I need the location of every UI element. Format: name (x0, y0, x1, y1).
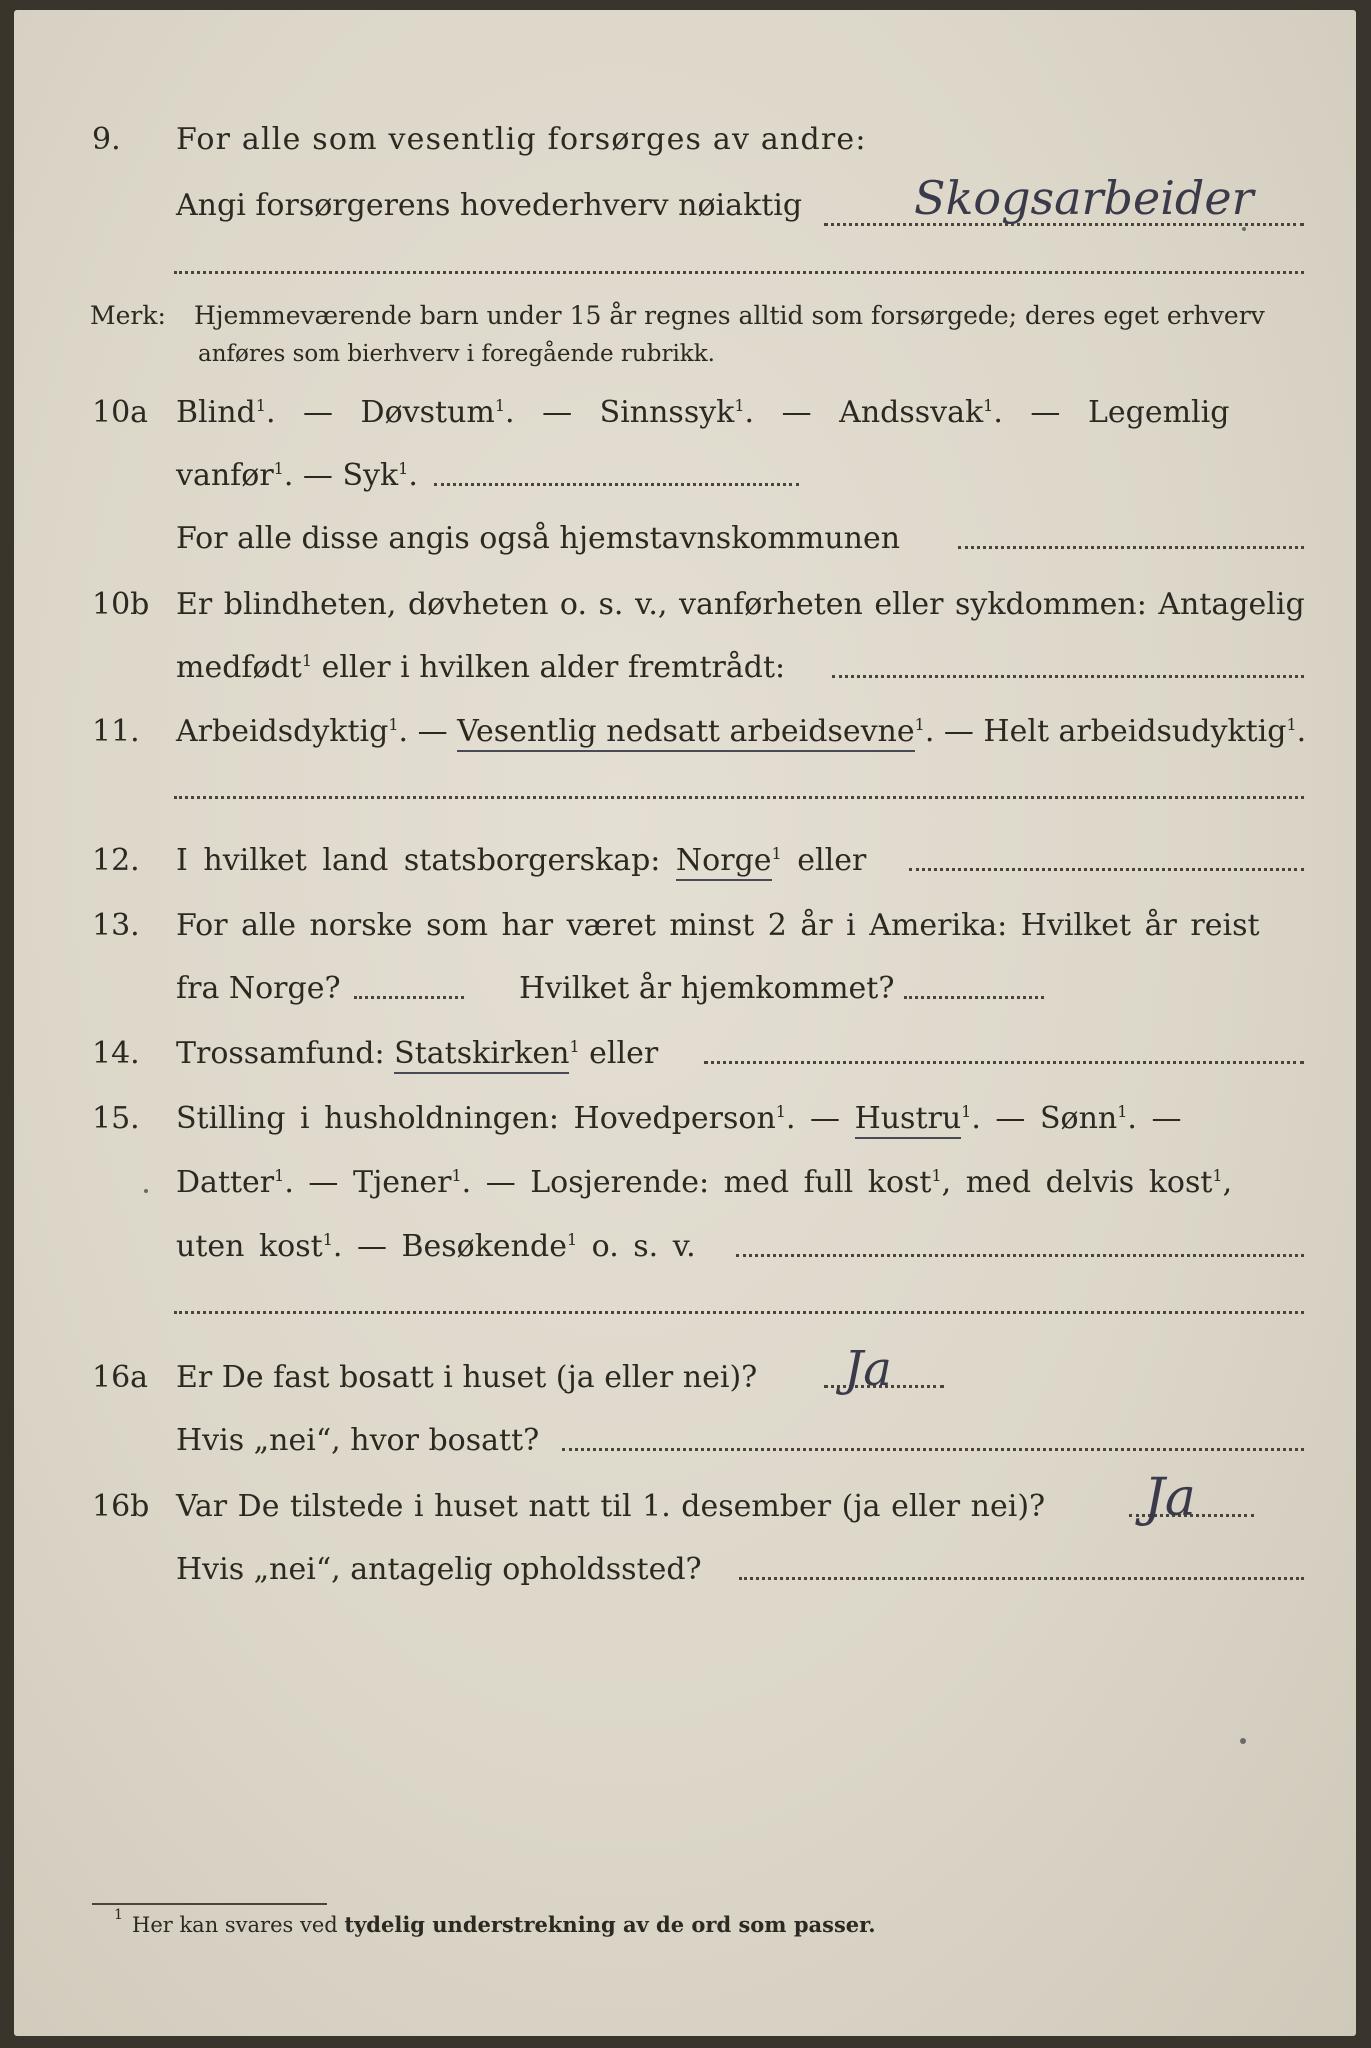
q14-number: 14. (92, 1036, 140, 1071)
q16a-handwritten-answer: Ja (844, 1341, 892, 1397)
q16b-line-1: Var De tilstede i huset natt til 1. desember (ja eller nei)? (176, 1489, 1046, 1524)
q10b-line-2: medfødt$^1$ eller i hvilken alder fremtrådt: (176, 650, 786, 685)
census-form-page (14, 10, 1356, 2036)
merk-line-2: anføres som bierhverv i foregående rubrikk. (198, 341, 715, 367)
footnote-rule (92, 1903, 327, 1905)
q10b-line-1: Er blindheten, døvheten o. s. v., vanførheten eller sykdommen: Antagelig (176, 587, 1305, 622)
q10a-row-2 (14, 453, 1356, 501)
q10b-number: 10b (92, 587, 150, 622)
q11-row (14, 709, 1356, 757)
q16a-line-2: Hvis „nei“, hvor bosatt? (176, 1423, 540, 1458)
q13-reist-line (354, 996, 464, 999)
q10a-number: 10a (92, 395, 149, 430)
pencil-mark (1242, 227, 1246, 231)
q15-row-3 (14, 1224, 1356, 1272)
q14-underlined-answer: Statskirken (394, 1036, 569, 1074)
q9-extra-line (174, 271, 1304, 274)
q9-row-1 (14, 117, 1356, 165)
q15-line-1: Stilling i husholdningen: Hovedperson$^1$. — Hustru$^1$. — Sønn$^1$. — (176, 1096, 1182, 1142)
q15-line-3: uten kost$^1$. — Besøkende$^1$ o. s. v. (176, 1229, 696, 1264)
q10a-line-3: For alle disse angis også hjemstavnskommunen (176, 521, 901, 556)
q12-underlined-answer: Norge (676, 843, 772, 881)
q13-row-1 (14, 903, 1356, 951)
q13-hjemkommet-line (904, 996, 1044, 999)
q10a-kommune-line (958, 546, 1304, 549)
q15-row-1 (14, 1096, 1356, 1144)
q9-handwritten-answer: Skogsarbeider (914, 171, 1254, 225)
q14-other-line (704, 1061, 1304, 1064)
q16b-handwritten-answer: Ja (1144, 1468, 1196, 1528)
q14-row (14, 1031, 1356, 1079)
q16b-line-2: Hvis „nei“, antagelig opholdssted? (176, 1552, 702, 1587)
q13-line-1: For alle norske som har været minst 2 år i Amerika: Hvilket år reist (176, 908, 1260, 943)
q13-number: 13. (92, 908, 140, 943)
q10a-line-2: vanfør$^1$. — Syk$^1$. (176, 458, 418, 493)
q16b-row-2 (14, 1547, 1356, 1595)
q15-underlined-answer: Hustru (855, 1101, 962, 1139)
q16b-opholdssted-line (739, 1577, 1304, 1580)
merk-line-1: Hjemmeværende barn under 15 år regnes alltid som forsørgede; deres eget erhverv (194, 301, 1265, 330)
q11-number: 11. (92, 714, 140, 749)
q14-line: Trossamfund: Statskirken$^1$ eller (176, 1031, 658, 1077)
q10b-alder-line (832, 675, 1304, 678)
q16b-row-1 (14, 1468, 1356, 1532)
pencil-mark (144, 1189, 148, 1193)
q16a-row-1 (14, 1341, 1356, 1403)
merk-label: Merk: (90, 301, 166, 330)
footnote-mark: 1 (114, 1907, 123, 1923)
q15-number: 15. (92, 1101, 140, 1136)
q10a-row-1 (14, 390, 1356, 438)
q9-line-2: Angi forsørgerens hovederhverv nøiaktig (176, 188, 803, 223)
pencil-mark (1240, 1738, 1246, 1744)
q13-line-2a: fra Norge? (176, 971, 341, 1006)
q16b-number: 16b (92, 1489, 150, 1524)
q12-other-line (909, 868, 1304, 871)
q16a-row-2 (14, 1418, 1356, 1466)
q15-line-2: Datter$^1$. — Tjener$^1$. — Losjerende: med full kost$^1$, med delvis kost$^1$, (176, 1165, 1233, 1200)
q13-line-2b: Hvilket år hjemkommet? (519, 971, 895, 1006)
q12-number: 12. (92, 843, 140, 878)
q10b-row-2 (14, 645, 1356, 693)
q10b-row-1 (14, 582, 1356, 630)
q16a-number: 16a (92, 1360, 149, 1395)
q16a-line-1: Er De fast bosatt i huset (ja eller nei)? (176, 1360, 758, 1395)
q15-other-line (736, 1254, 1304, 1257)
q10a-line-1: Blind$^1$. — Døvstum$^1$. — Sinnssyk$^1$. — Andssvak$^1$. — Legemlig (176, 395, 1230, 430)
q15-row-2 (14, 1160, 1356, 1208)
q11-line: Arbeidsdyktig$^1$. — Vesentlig nedsatt arbeidsevne$^1$. — Helt arbeidsudyktig$^1$. (176, 709, 1306, 755)
q11-underlined-answer: Vesentlig nedsatt arbeidsevne (457, 714, 915, 752)
q12-line: I hvilket land statsborgerskap: Norge$^1$ eller (176, 838, 866, 884)
q9-row-2 (14, 171, 1356, 231)
q9-number: 9. (92, 122, 121, 157)
q11-extra-line (174, 796, 1304, 799)
footnote-text: Her kan svares ved tydelig understrekning av de ord som passer. (132, 1912, 876, 1937)
q15-extra-line (174, 1311, 1304, 1314)
q16a-bosatt-line (562, 1448, 1304, 1451)
q9-line-1: For alle som vesentlig forsørges av andre: (176, 122, 867, 157)
q10a-row-3 (14, 516, 1356, 564)
q10a-syk-line (434, 483, 799, 486)
q13-row-2 (14, 966, 1356, 1014)
q12-row (14, 838, 1356, 886)
